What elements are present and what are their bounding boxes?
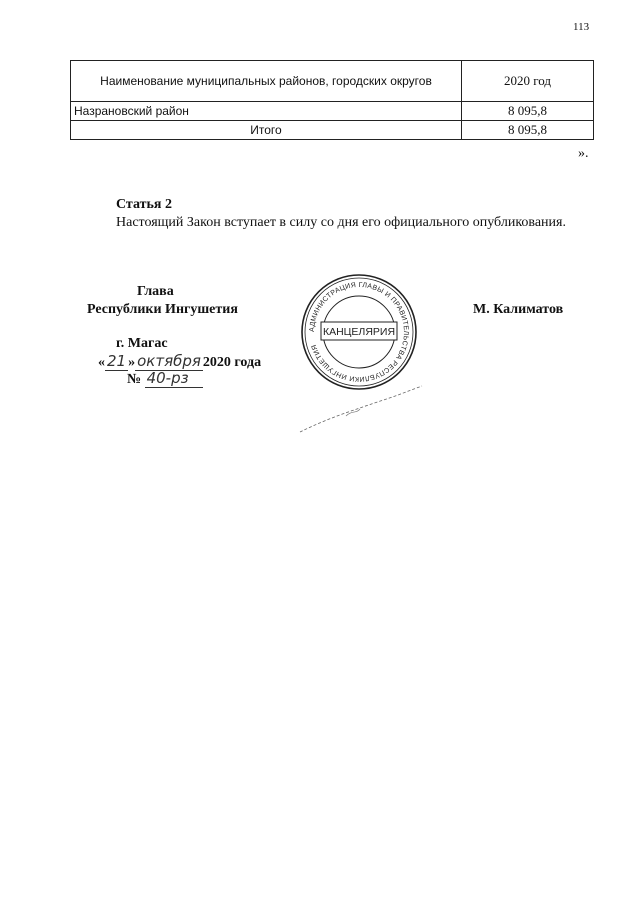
total-label: Итого xyxy=(71,121,462,140)
table-total-row xyxy=(71,121,594,140)
city: г. Магас xyxy=(116,336,168,351)
date-open-quote: « xyxy=(98,355,105,370)
stamp-center-text: КАНЦЕЛЯРИЯ xyxy=(322,326,396,338)
table-row xyxy=(71,102,594,121)
number-value: 40-рз xyxy=(145,369,203,388)
header-year: 2020 год xyxy=(462,61,594,102)
date-year: 2020 года xyxy=(202,355,262,370)
law-number xyxy=(127,369,203,388)
table-header-row xyxy=(71,61,594,102)
signatory-title-line1: Глава xyxy=(137,284,174,299)
handwritten-signature xyxy=(296,380,426,440)
row-district-value: 8 095,8 xyxy=(462,102,594,121)
header-district: Наименование муниципальных районов, городских округов xyxy=(71,61,462,102)
page-number: 113 xyxy=(573,21,590,33)
article-title: Статья 2 xyxy=(116,197,172,212)
date-month: октября xyxy=(137,352,201,370)
stamp-ring-text: АДМИНИСТРАЦИЯ ГЛАВЫ И ПРАВИТЕЛЬСТВА РЕСПУБЛИКИ ИНГУШЕТИЯ xyxy=(308,281,410,383)
date-day: 21 xyxy=(107,352,127,370)
closing-quote: ». xyxy=(578,146,589,161)
signatory-title-line2: Республики Ингушетия xyxy=(87,302,238,317)
official-stamp xyxy=(299,272,419,392)
article-body: Настоящий Закон вступает в силу со дня его официального опубликования. xyxy=(116,215,566,230)
signatory-name: М. Калиматов xyxy=(473,302,564,317)
row-district-name: Назрановский район xyxy=(71,102,462,121)
date-close-quote: » xyxy=(128,355,136,370)
budget-table xyxy=(70,60,594,140)
total-value: 8 095,8 xyxy=(462,121,594,140)
number-prefix: № xyxy=(127,372,142,387)
